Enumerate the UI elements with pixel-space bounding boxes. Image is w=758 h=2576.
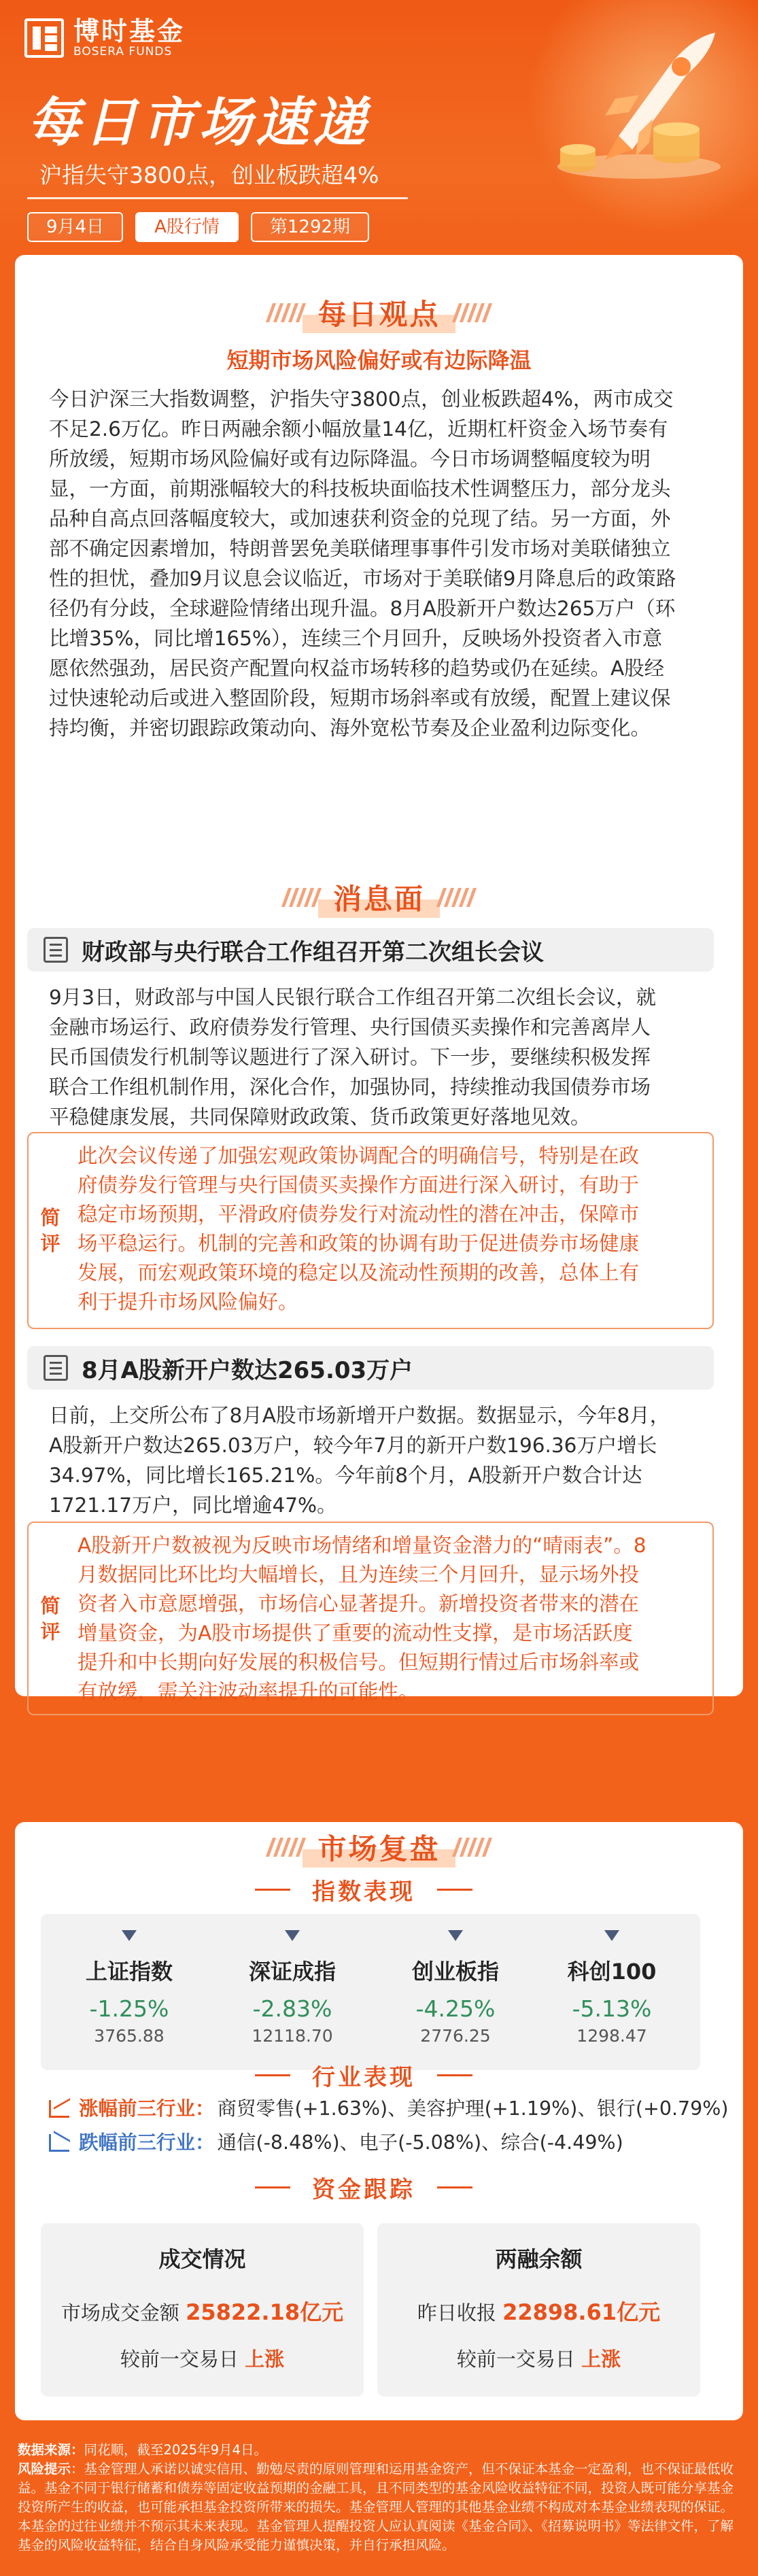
comment-text: [77, 1141, 697, 1317]
news-line: A股新开户数达265.03万户，较今年7月的新开户数196.36万户增长: [49, 1434, 657, 1457]
news-item-title: 8月A股新开户数达265.03万户: [82, 1356, 413, 1384]
news-comment-box: [27, 1522, 714, 1715]
daily-view-body: [49, 384, 715, 743]
heading-stripes-left: [269, 1838, 303, 1857]
comment-line: 利于提升市场风险偏好。: [77, 1290, 298, 1313]
down-arrow-icon: [604, 1930, 619, 1941]
daily-view-line: 所放缓，短期市场风险偏好或有边际降温。今日市场调整幅度较为明: [49, 447, 651, 470]
market-review-heading: [15, 1822, 743, 1872]
down-arrow-icon: [122, 1930, 137, 1941]
index-value: 1298.47: [576, 2026, 647, 2046]
comment-line: 此次会议传递了加强宏观政策协调配合的明确信号，特别是在政: [77, 1144, 640, 1167]
down-arrow-icon: [448, 1930, 463, 1941]
comment-label-char: 评: [40, 1619, 61, 1643]
comment-line: 稳定市场预期，平滑政府债券发行对流动性的潜在冲击，保障市: [77, 1203, 640, 1226]
index-item: [381, 1914, 530, 2046]
margin-value: 22898.61亿元: [502, 2299, 661, 2325]
trend-down-icon: [49, 2134, 69, 2152]
turnover-box: [41, 2223, 364, 2397]
turnover-title: 成交情况: [158, 2246, 246, 2272]
page-subtitle: 沪指失守3800点，创业板跌超4%: [39, 162, 379, 188]
turnover-label: 市场成交金额: [61, 2301, 179, 2324]
daily-view-line: 性的担忧，叠加9月议息会议临近，市场对于美联储9月降息后的政策路: [49, 567, 676, 590]
daily-view-line: 过快速轮动后或进入整固阶段，短期市场斜率或有放缓，配置上建议保: [49, 687, 671, 710]
down-arrow-icon: [285, 1930, 300, 1941]
logo-mark-icon: [24, 18, 64, 58]
logo-name-cn: 博时基金: [73, 16, 186, 46]
daily-view-line: 持均衡，并密切跟踪政策动向、海外宽松节奏及企业盈利边际变化。: [49, 717, 651, 740]
brand-logo: [24, 18, 185, 58]
risk-warning: [18, 2460, 742, 2555]
turnover-value: 25822.18亿元: [186, 2299, 344, 2325]
news-heading: [15, 877, 743, 918]
index-item: [54, 1914, 204, 2046]
news-line: 34.97%，同比增长165.21%。今年前8个月，A股新开户数合计达: [49, 1464, 642, 1487]
index-item: [218, 1914, 367, 2046]
turnover-compare-row: [41, 2344, 364, 2372]
disclaimer-footer: [18, 2441, 742, 2555]
index-item: [537, 1914, 687, 2046]
daily-view-line: 径仍有分歧，全球避险情绪出现升温。8月A股新开户数达265万户（环: [49, 597, 676, 620]
date-pill: 9月4日: [27, 212, 123, 242]
news-line: 日前，上交所公布了8月A股市场新增开户数据。数据显示，今年8月，: [49, 1404, 670, 1427]
comment-label: [37, 1523, 64, 1714]
comment-label-char: 简: [40, 1206, 61, 1229]
daily-view-line: 部不确定因素增加，特朗普罢免美联储理事事件引发市场对美联储独立: [49, 537, 671, 560]
indices-subheading: 指数表现: [262, 1871, 466, 1908]
news-line: 9月3日，财政部与中国人民银行联合工作组召开第二次组长会议，就: [49, 986, 657, 1009]
comment-line: A股新开户数被视为反映市场情绪和增量资金潜力的“晴雨表”。8: [77, 1534, 647, 1557]
news-line: 民币国债发行机制等议题进行了深入研讨。下一步，要继续积极发挥: [49, 1046, 651, 1069]
risk-warning-text: ：基金管理人承诺以诚实信用、勤勉尽责的原则管理和运用基金资产，但不保证本基金一定盈利，也不保证最低收益。基金不同于银行储蓄和债券等固定收益预期的金融工具，且不同类型的基金风险收益特征不同，投资人既可能分享基金投资所产生的收益，也可能承担基金投资所带来的损失。基金管理人管理的其他基金业绩不构成对本基金业绩表现的保证。本基金的过往业绩并不预示其未来表现。基金管理人提醒投资人应认真阅读《基金合同》、《招募说明书》等法律文件，了解基金的风险收益特征，结合自身风险承受能力谨慎决策，并自行承担风险。: [18, 2461, 734, 2553]
comment-line: 资者入市意愿增强，市场信心显著提升。新增投资者带来的潜在: [77, 1592, 640, 1615]
market-review-title: 市场复盘: [303, 1827, 455, 1868]
comment-text: [77, 1531, 697, 1706]
daily-view-heading: [15, 292, 743, 333]
index-name: 深证成指: [248, 1959, 336, 1985]
daily-view-line: 品种自高点回落幅度较大，或加速获利资金的兑现了结。另一方面，外: [49, 507, 671, 530]
top-gainers-label: 涨幅前三行业：: [79, 2097, 215, 2120]
index-change: -2.83%: [252, 1995, 332, 2022]
news-item-body: [49, 982, 715, 1132]
index-value: 3765.88: [94, 2026, 165, 2046]
top-losers-label: 跌幅前三行业：: [79, 2131, 215, 2154]
index-change: -5.13%: [572, 1995, 652, 2022]
funds-subheading: 资金跟踪: [262, 2169, 466, 2205]
margin-box: [377, 2223, 700, 2397]
index-name: 上证指数: [85, 1959, 173, 1985]
daily-view-line: 比增35%，同比增165%），连续三个月回升，反映场外投资者入市意: [49, 627, 663, 650]
daily-view-line: 愿依然强劲，居民资产配置向权益市场转移的趋势或仍在延续。A股经: [49, 657, 665, 680]
industry-subheading: 行业表现: [262, 2057, 466, 2093]
news-title: 消息面: [318, 877, 440, 918]
top-losers-row: [49, 2129, 623, 2157]
title-divider: [27, 197, 408, 199]
heading-stripes-left: [285, 888, 318, 907]
top-gainers-value: 商贸零售(+1.63%)、美容护理(+1.19%)、银行(+0.79%): [217, 2097, 729, 2120]
index-panel: [41, 1914, 700, 2070]
margin-compare-label: 较前一交易日: [456, 2348, 575, 2371]
news-line: 1721.17万户，同比增逾47%。: [49, 1494, 337, 1517]
margin-title: 两融余额: [495, 2246, 583, 2272]
data-source-label: 数据来源：: [18, 2442, 84, 2458]
index-name: 科创100: [567, 1959, 657, 1985]
margin-compare-value: 上涨: [581, 2348, 621, 2371]
issue-number-pill: 第1292期: [251, 212, 369, 242]
index-change: -4.25%: [415, 1995, 496, 2022]
daily-view-subheading: 短期市场风险偏好或有边际降温: [226, 347, 532, 373]
document-icon: [44, 1355, 68, 1381]
news-line: 联合工作组机制作用，深化合作，加强协同，持续推动我国债券市场: [49, 1076, 651, 1099]
turnover-compare-label: 较前一交易日: [120, 2348, 239, 2371]
comment-line: 提升和中长期向好发展的积极信号。但短期行情过后市场斜率或: [77, 1651, 640, 1674]
daily-view-line: 显，一方面，前期涨幅较大的科技板块面临技术性调整压力，部分龙头: [49, 477, 671, 500]
logo-name-en: BOSERA FUNDS: [73, 45, 173, 58]
news-item-header: [27, 928, 714, 972]
heading-stripes-right: [455, 303, 489, 322]
news-comment-box: [27, 1132, 714, 1329]
index-value: 2776.25: [420, 2026, 491, 2046]
margin-label: 昨日收报: [417, 2301, 496, 2324]
index-value: 12118.70: [252, 2026, 333, 2046]
index-name: 创业板指: [411, 1959, 499, 1985]
issue-info-bar: [27, 212, 369, 242]
comment-label-char: 评: [40, 1232, 61, 1255]
trend-up-icon: [49, 2100, 69, 2118]
turnover-compare-value: 上涨: [245, 2348, 285, 2371]
heading-stripes-left: [269, 303, 303, 322]
document-icon: [44, 937, 68, 963]
heading-stripes-right: [455, 1838, 489, 1857]
risk-warning-label: 风险提示: [18, 2461, 71, 2477]
top-gainers-row: [49, 2095, 728, 2123]
comment-label: [37, 1133, 64, 1328]
data-source: [18, 2441, 742, 2460]
rocket-coins-icon: [537, 20, 734, 190]
comment-line: 月数据同比环比均大幅增长，且为连续三个月回升，显示场外投: [77, 1563, 640, 1586]
daily-view-line: 不足2.6万亿。昨日两融余额小幅放量14亿，近期杠杆资金入场节奏有: [49, 417, 668, 441]
comment-label-char: 简: [40, 1594, 61, 1617]
margin-compare-row: [377, 2344, 700, 2372]
comment-line: 增量资金，为A股市场提供了重要的流动性支撑，是市场活跃度: [77, 1621, 633, 1645]
comment-line: 发展，而宏观政策环境的稳定以及流动性预期的改善，总体上有: [77, 1261, 640, 1284]
news-line: 金融市场运行、政府债券发行管理、央行国债买卖操作和完善离岸人: [49, 1016, 651, 1039]
hero-banner: [0, 0, 758, 245]
daily-view-title: 每日观点: [303, 292, 455, 333]
data-source-text: 同花顺，截至2025年9月4日。: [84, 2442, 267, 2458]
news-item-body: [49, 1401, 715, 1520]
page-title: 每日市场速递: [27, 92, 371, 154]
comment-line: 有放缓，需关注波动率提升的可能性。: [77, 1680, 419, 1703]
news-item-header: [27, 1346, 714, 1390]
top-losers-value: 通信(-8.48%)、电子(-5.08%)、综合(-4.49%): [217, 2131, 623, 2154]
margin-row: [377, 2295, 700, 2326]
comment-line: 府债券发行管理与央行国债买卖操作方面进行深入研讨，有助于: [77, 1173, 640, 1197]
category-pill: A股行情: [135, 212, 239, 242]
turnover-row: [41, 2295, 364, 2326]
daily-view-line: 今日沪深三大指数调整，沪指失守3800点，创业板跌超4%，两市成交: [49, 388, 674, 411]
heading-stripes-right: [440, 888, 473, 907]
news-line: 平稳健康发展，共同保障财政政策、货币政策更好落地见效。: [49, 1105, 591, 1129]
comment-line: 场平稳运行。机制的完善和政策的协调有助于促进债券市场健康: [77, 1232, 640, 1255]
news-item-title: 财政部与央行联合工作组召开第二次组长会议: [82, 938, 544, 966]
index-change: -1.25%: [89, 1995, 169, 2022]
